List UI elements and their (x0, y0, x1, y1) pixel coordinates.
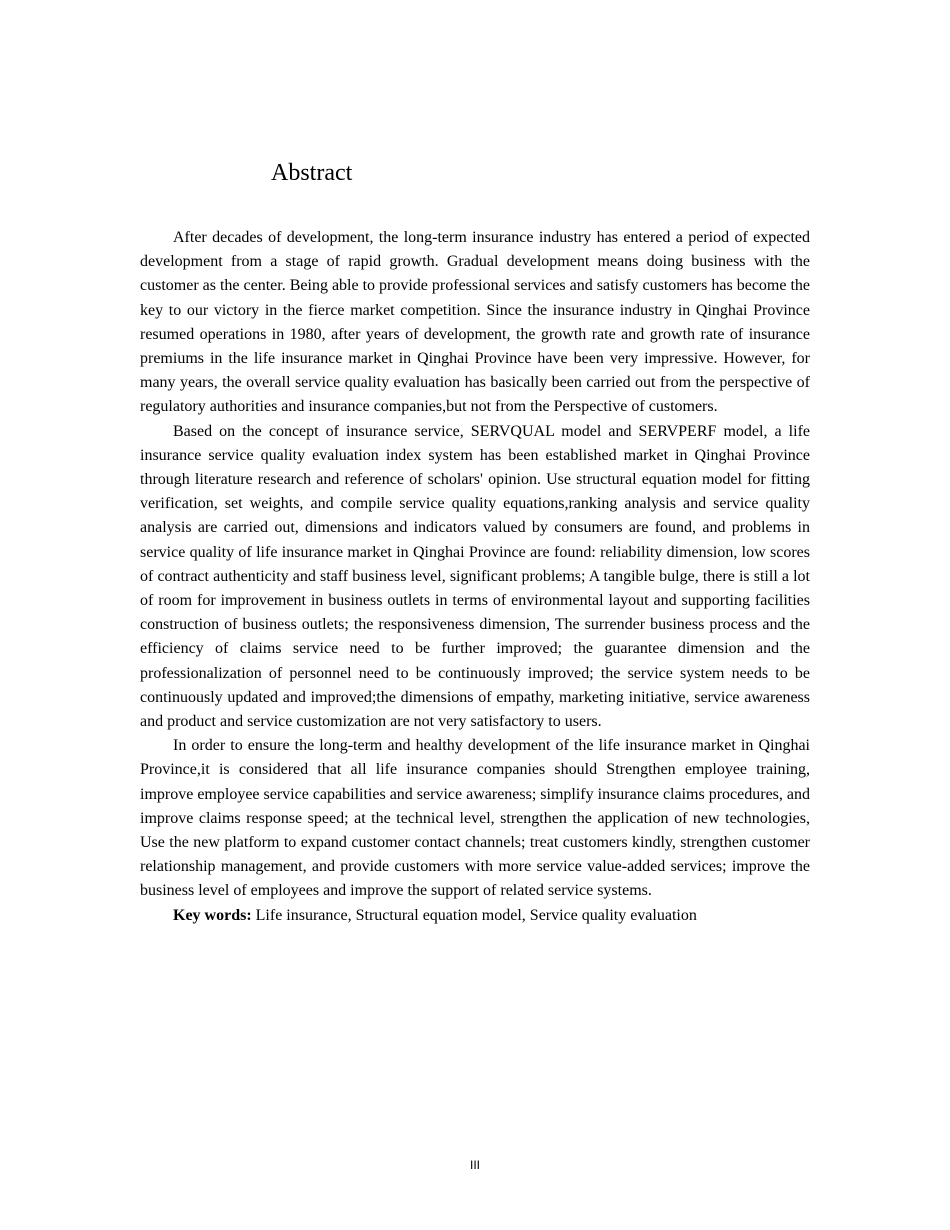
abstract-paragraph-1: After decades of development, the long-term insurance industry has entered a period of expected development from a stage of rapid growth. Gradual development means doing business with the customer as the center. Being able to provide professional services and satisfy customers has become the key to our victory in the fierce market competition. Since the insurance industry in Qinghai Province resumed operations in 1980, after years of development, the growth rate and growth rate of insurance premiums in the life insurance market in Qinghai Province have been very impressive. However, for many years, the overall service quality evaluation has basically been carried out from the perspective of regulatory authorities and insurance companies,but not from the Perspective of customers. (140, 229, 811, 416)
keywords-label: Key words: (173, 906, 252, 924)
keywords-text: Life insurance, Structural equation model, Service quality evaluation (251, 906, 697, 924)
abstract-title: Abstract (271, 160, 353, 186)
abstract-paragraph-3: In order to ensure the long-term and healthy development of the life insurance market in Qinghai Province,it is considered that all life insurance companies should Strengthen employee training, improve employee service capabilities and service awareness; simplify insurance claims procedures, and improve claims response speed; at the technical level, strengthen the application of new technologies, Use the new platform to expand customer contact channels; treat customers kindly, strengthen customer relationship management, and provide customers with more service value-added services; improve the business level of employees and improve the support of related service systems. (140, 737, 810, 900)
keywords-line (140, 904, 810, 928)
page-number: III (469, 1158, 480, 1172)
abstract-paragraph-2: Based on the concept of insurance service, SERVQUAL model and SERVPERF model, a life insurance service quality evaluation index system has been established market in Qinghai Province through literature research and reference of scholars' opinion. Use structural equation model for fitting verification, set weights, and compile service quality equations,ranking analysis and service quality analysis are carried out, dimensions and indicators valued by consumers are found, and problems in service quality of life insurance market in Qinghai Province are found: reliability dimension, low scores of contract authenticity and staff business level, significant problems; A tangible bulge, there is still a lot of room for improvement in business outlets in terms of environmental layout and supporting facilities construction of business outlets; the responsiveness dimension, The surrender business process and the efficiency of claims service need to be further improved; the guarantee dimension and the professionalization of personnel need to be continuously improved; the service system needs to be continuously updated and improved;the dimensions of empathy, marketing initiative, service awareness and product and service customization are not very satisfactory to users. (140, 422, 810, 731)
abstract-body (140, 226, 810, 928)
